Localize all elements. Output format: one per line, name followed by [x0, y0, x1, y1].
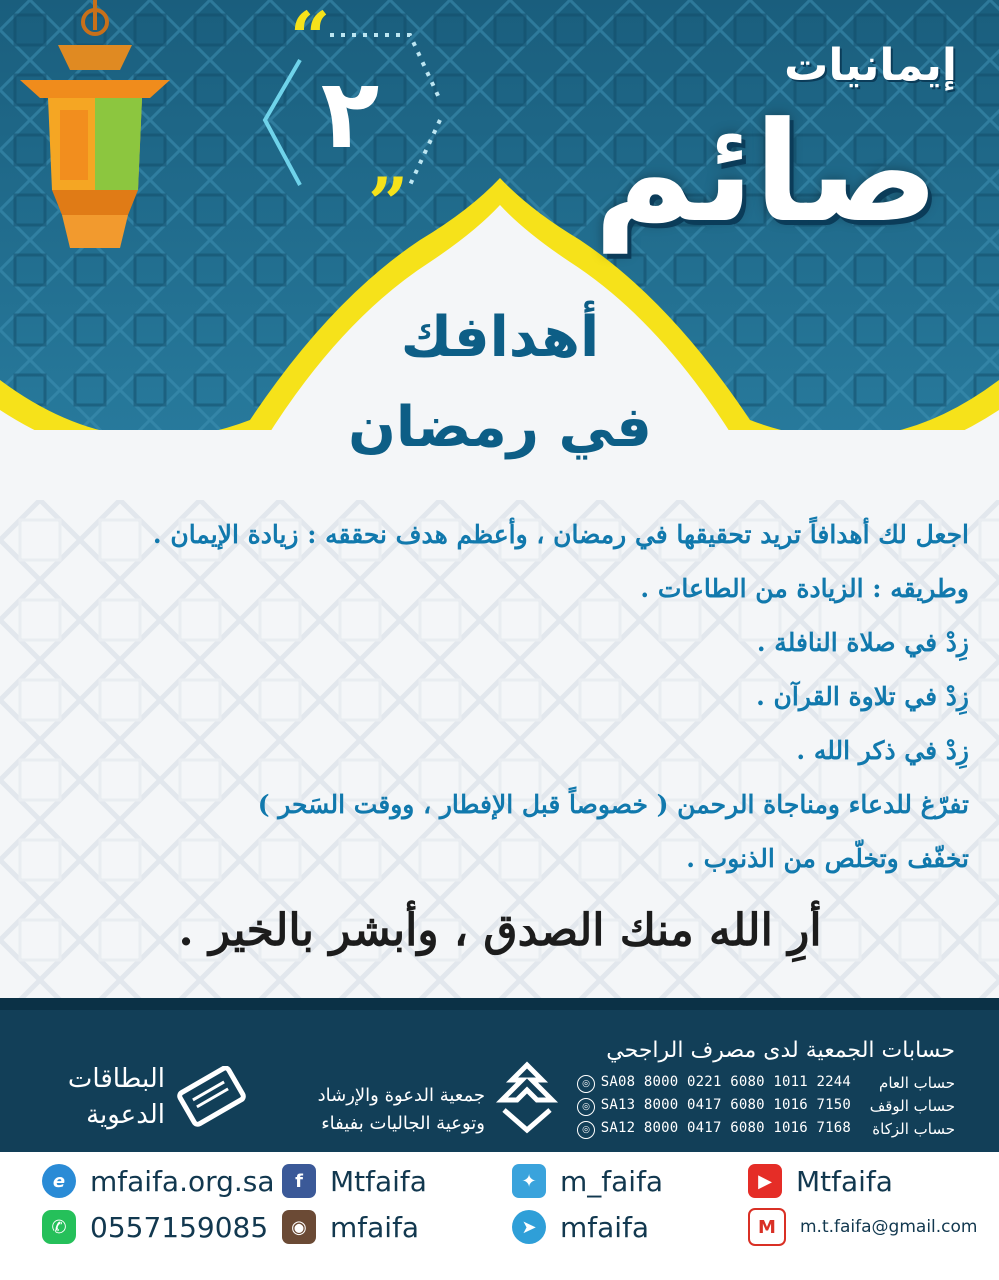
telegram-icon: ➤: [512, 1210, 546, 1244]
telegram-link[interactable]: [512, 1206, 649, 1248]
episode-number: ٢: [320, 58, 380, 170]
website-link[interactable]: [42, 1160, 275, 1202]
youtube-icon: ▶: [748, 1164, 782, 1198]
youtube-text: Mtfaifa: [796, 1164, 893, 1198]
bank-logo-icon: ◎: [577, 1098, 595, 1116]
bank-logo-icon: ◎: [577, 1121, 595, 1139]
cards-label-line2: الدعوية: [86, 1100, 165, 1130]
account-label: حساب الزكاة: [872, 1120, 955, 1138]
account-row: [575, 1097, 955, 1119]
body-line: زِدْ في تلاوة القرآن .: [756, 682, 969, 711]
accounts-title: حسابات الجمعية لدى مصرف الراجحي: [606, 1038, 955, 1063]
topic-title-line2: في رمضان: [348, 395, 652, 460]
quote-open-icon: “: [290, 0, 331, 79]
browser-icon: e: [42, 1164, 76, 1198]
instagram-icon: ◉: [282, 1210, 316, 1244]
facebook-text: Mtfaifa: [330, 1164, 427, 1198]
organization-name-line1: جمعية الدعوة والإرشاد: [317, 1085, 485, 1106]
account-label: حساب الوقف: [869, 1097, 955, 1115]
twitter-icon: ✦: [512, 1164, 546, 1198]
body-line: اجعل لك أهدافاً تريد تحقيقها في رمضان ، وأعظم هدف نحققه : زيادة الإيمان .: [152, 520, 969, 549]
youtube-link[interactable]: [748, 1160, 893, 1202]
account-label: حساب العام: [879, 1074, 955, 1092]
account-iban: SA13 8000 0417 6080 1016 7150: [600, 1097, 851, 1113]
bank-logo-icon: ◎: [577, 1075, 595, 1093]
phone-link[interactable]: [42, 1206, 268, 1248]
account-row: [575, 1074, 955, 1096]
email-link[interactable]: [748, 1206, 978, 1248]
cards-label-line1: البطاقات: [67, 1064, 165, 1094]
topic-title-line1: أهدافك: [400, 305, 600, 370]
closing-line: أرِ الله منك الصدق ، وأبشر بالخير .: [178, 905, 822, 956]
account-iban: SA12 8000 0417 6080 1016 7168: [600, 1120, 851, 1136]
instagram-link[interactable]: [282, 1206, 419, 1248]
twitter-link[interactable]: [512, 1160, 663, 1202]
website-text: mfaifa.org.sa: [90, 1164, 275, 1198]
instagram-text: mfaifa: [330, 1210, 420, 1244]
gmail-icon: M: [748, 1208, 786, 1246]
footer-divider: [0, 998, 999, 1010]
phone-text: 0557159085: [90, 1210, 269, 1244]
whatsapp-icon: ✆: [42, 1210, 76, 1244]
body-line: تخفّف وتخلّص من الذنوب .: [686, 844, 969, 873]
twitter-text: m_faifa: [560, 1164, 664, 1198]
quote-close-icon: ”: [368, 162, 409, 245]
email-text: m.t.faifa@gmail.com: [800, 1217, 978, 1237]
body-text: [19, 508, 969, 886]
cards-logo-icon: [172, 1066, 252, 1128]
organization-name-line2: وتوعية الجاليات بفيفاء: [321, 1113, 485, 1134]
account-row: [575, 1120, 955, 1142]
series-title: إيمانيات: [784, 40, 957, 91]
organization-logo-icon: [492, 1060, 562, 1140]
account-iban: SA08 8000 0221 6080 1011 2244: [600, 1074, 851, 1090]
facebook-icon: f: [282, 1164, 316, 1198]
body-line: تفرّغ للدعاء ومناجاة الرحمن ( خصوصاً قبل الإفطار ، ووقت السَحر ): [257, 790, 969, 819]
telegram-text: mfaifa: [560, 1210, 650, 1244]
body-line: زِدْ في صلاة النافلة .: [756, 628, 969, 657]
body-line: وطريقه : الزيادة من الطاعات .: [640, 574, 969, 603]
body-line: زِدْ في ذكر الله .: [796, 736, 969, 765]
facebook-link[interactable]: [282, 1160, 427, 1202]
brand-title: صائم: [593, 92, 939, 253]
